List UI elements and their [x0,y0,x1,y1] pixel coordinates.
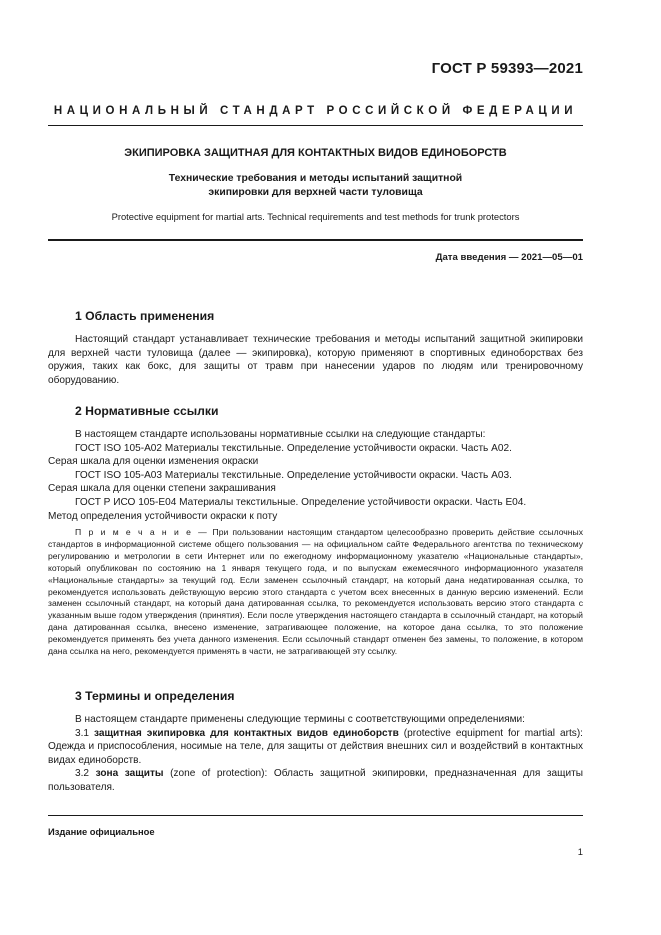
footer-rule [48,815,583,816]
section-3-intro: В настоящем стандарте применены следующие термины с соответствующими определениями: [75,714,525,725]
reference-rest: Метод определения устойчивости окраски к поту [48,510,278,522]
reference-item [48,442,583,469]
official-edition-label: Издание официальное [48,826,155,837]
header-rule [48,125,583,126]
section-1-heading: 1 Область применения [75,309,215,323]
note-block [48,527,583,658]
reference-item [48,496,583,523]
subtitle-line-1: Технические требования и методы испытаний защитной [168,173,463,184]
section-3-body [48,713,583,795]
reference-rest: Серая шкала для оценки изменения окраски [48,456,259,468]
term-number: 3.1 [75,727,90,739]
document-subtitle [48,172,583,200]
term-definition: (protective equipment for martial arts): Одежда и приспособления, носимые на теле, для защиты от действия внешних сил и воздействий в контактных видах единоборств. [48,727,583,766]
document-number: ГОСТ Р 59393—2021 [431,60,583,77]
section-1-body [48,333,583,387]
section-2-body [48,428,583,523]
term-name: зона защиты [95,768,164,780]
section-2-intro: В настоящем стандарте использованы нормативные ссылки на следующие стандарты: [75,429,486,440]
reference-lead: ГОСТ ISO 105-A03 Материалы текстильные. Определение устойчивости окраски. Часть А03. [75,469,512,481]
reference-lead: ГОСТ Р ИСО 105-Е04 Материалы текстильные. Определение устойчивости окраски. Часть Е04. [75,496,527,508]
section-2-heading: 2 Нормативные ссылки [75,404,219,418]
english-title: Protective equipment for martial arts. Technical requirements and test methods for trunk protectors [111,211,520,222]
term-definition: (zone of protection): Область защитной экипировки, предназначенная для защиты пользователя. [48,768,583,793]
national-standard-banner: НАЦИОНАЛЬНЫЙ СТАНДАРТ РОССИЙСКОЙ ФЕДЕРАЦИИ [53,105,578,117]
note-label: П р и м е ч а н и е — [75,527,209,537]
section-1-paragraph: Настоящий стандарт устанавливает технические требования и методы испытаний защитной экипировки для верхней части туловища (далее — экипировка), которую применяют в спортивных единоборствах без оружия, таких как бокс, для защиты от травм при нанесении ударов по людям или тренировочному оборудованию. [48,334,583,386]
section-3-heading: 3 Термины и определения [75,689,235,703]
page-number: 1 [577,846,583,857]
subtitle-line-2: экипировки для верхней части туловища [208,187,423,198]
reference-rest: Серая шкала для оценки степени закрашивания [48,483,276,495]
note-text: При пользовании настоящим стандартом целесообразно проверить действие ссылочных стандартов в информационной системе общего пользования — на официальном сайте Федерального агентства по техническому регулированию и метрологии в сети Интернет или по ежегодному информационному указателю «Национальные стандарты», который опубликован по состоянию на 1 января текущего года, и по выпускам ежемесячного информационного указателя «Национальные стандарты» за текущий год. Если заменен ссылочный стандарт, на который дана недатированная ссылка, то рекомендуется использовать действующую версию этого стандарта с учетом всех внесенных в данную версию изменений. Если заменен ссылочный стандарт, на который дана датированная ссылка, то рекомендуется использовать версию этого стандарта с указанным выше годом утверждения (принятия). Если после утверждения настоящего стандарта в ссылочный стандарт, на который дана датированная ссылка, внесено изменение, затрагивающее положение, на которое дана ссылка, то это положение рекомендуется применять без учета данного изменения. Если ссылочный стандарт отменен без замены, то положение, в котором дана ссылка на него, рекомендуется применять в части, не затрагивающей эту ссылку. [48,527,583,657]
document-title: ЭКИПИРОВКА ЗАЩИТНАЯ ДЛЯ КОНТАКТНЫХ ВИДОВ ЕДИНОБОРСТВ [124,147,507,159]
term-item [48,767,583,794]
reference-lead: ГОСТ ISO 105-A02 Материалы текстильные. Определение устойчивости окраски. Часть А02. [75,442,512,454]
title-rule [48,239,583,241]
term-item [48,727,583,768]
term-number: 3.2 [75,768,90,780]
reference-item [48,469,583,496]
term-name: защитная экипировка для контактных видов единоборств [94,727,399,739]
date-of-introduction: Дата введения — 2021—05—01 [435,252,583,263]
